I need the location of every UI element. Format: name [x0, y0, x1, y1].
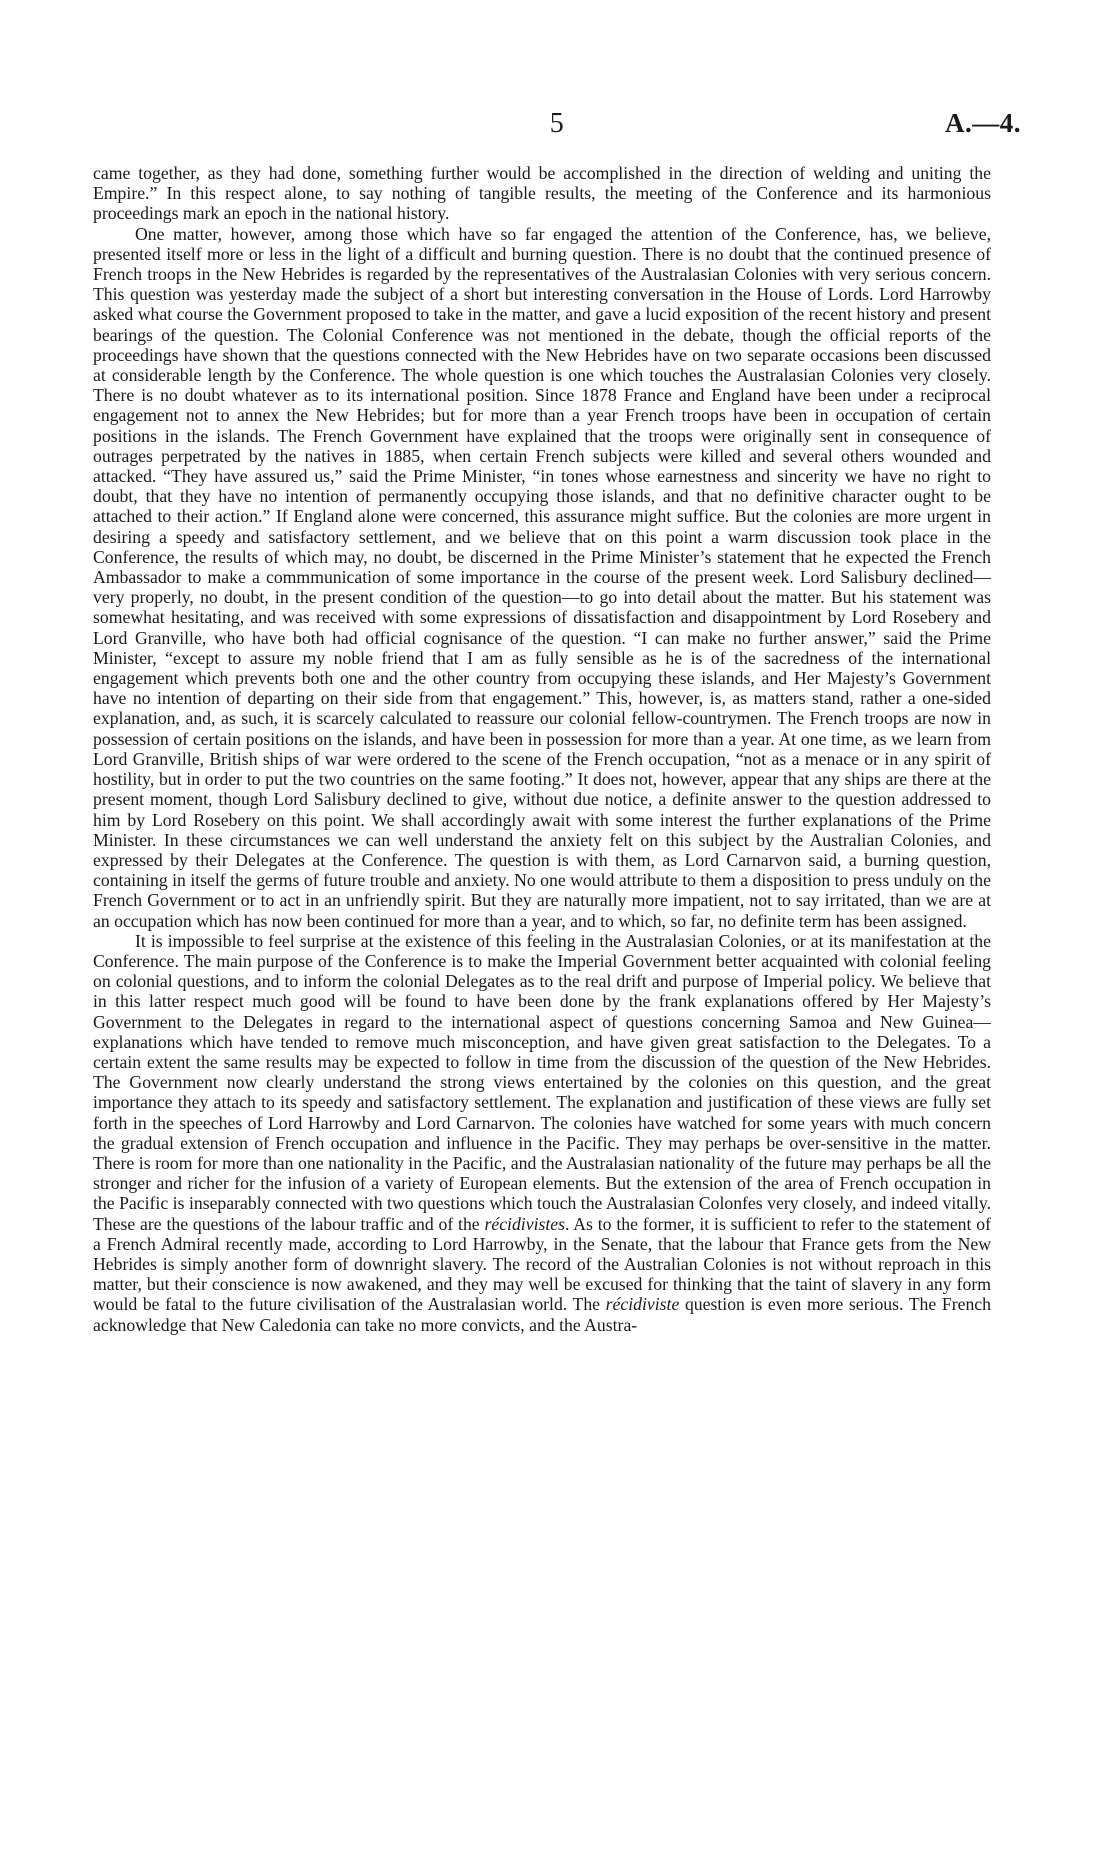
- italic-term: récidiviste: [605, 1294, 680, 1315]
- page-header: [93, 108, 1021, 148]
- italic-term: récidivistes: [484, 1213, 566, 1234]
- body-paragraph: [93, 163, 991, 224]
- paragraph-text: . As to the former, it is sufficient to refer to the statement of a French Admiral recently made, according to Lord Harrowby, in the Senate, that the labour that France gets from the New Hebrides is simply another form of downright slavery. The record of the Australian Colonies is not without reproach in this matter, but their conscience is now awakened, and they may well be excused for thinking that the taint of slavery in any form would be fatal to the future civilisation of the Australasian world. The: [93, 1213, 991, 1315]
- body-paragraph: [93, 224, 991, 931]
- page-number: 5: [549, 108, 565, 139]
- paragraph-text: One matter, however, among those which have so far engaged the attention of the Conference, has, we believe, presented itself more or less in the light of a difficult and burning question. There is no doubt that the continued presence of French troops in the New Hebrides is regarded by the representatives of the Australasian Colonies with very serious concern. This question was yesterday made the subject of a short but interesting conversation in the House of Lords. Lord Harrowby asked what course the Government proposed to take in the matter, and gave a lucid exposition of the recent history and present bearings of the question. The Colonial Conference was not mentioned in the debate, though the official reports of the proceedings have shown that the questions connected with the New Hebrides have on two separate occasions been discussed at considerable length by the Conference. The whole question is one which touches the Australasian Colonies very closely. There is no doubt whatever as to its international position. Since 1878 France and England have been under a reciprocal engagement not to annex the New Hebrides; but for more than a year French troops have been in occupation of certain positions in the islands. The French Government have explained that the troops were originally sent in consequence of outrages perpetrated by the natives in 1885, when certain French subjects were killed and several others wounded and attacked. “They have assured us,” said the Prime Minister, “in tones whose earnestness and sincerity we have no right to doubt, that they have no intention of permanently occupying those islands, and that no definitive character ought to be attached to their action.” If England alone were concerned, this assurance might suffice. But the colonies are more urgent in desiring a speedy and satisfactory settlement, and we believe that on this point a warm discussion took place in the Conference, the results of which may, no doubt, be discerned in the Prime Minister’s statement that he expected the French Ambassador to make a commmunication of some importance in the course of the present week. Lord Salisbury declined—very properly, no doubt, in the present condition of the question—to go into detail about the matter. But his statement was somewhat hesitating, and was received with some expressions of dissatisfaction and disappointment by Lord Rosebery and Lord Granville, who have both had official cognisance of the question. “I can make no further answer,” said the Prime Minister, “except to assure my noble friend that I am as fully sensible as he is of the sacredness of the international engagement which prevents both one and the other country from occupying these islands, and Her Majesty’s Government have no intention of departing on their side from that engagement.” This, however, is, as matters stand, rather a one-sided explanation, and, as such, it is scarcely calculated to reassure our colonial fellow-countrymen. The French troops are now in possession of certain positions on the islands, and have been in possession for more than a year. At one time, as we learn from Lord Granville, British ships of war were ordered to the scene of the French occupation, “not as a menace or in any spirit of hostility, but in order to put the two countries on the same footing.” It does not, however, appear that any ships are there at the present moment, though Lord Salisbury declined to give, without due notice, a definite answer to the question addressed to him by Lord Rosebery on this point. We shall accordingly await with some interest the further explanations of the Prime Minister. In these circumstances we can well understand the anxiety felt on this subject by the Australian Colonies, and expressed by their Delegates at the Conference. The question is with them, as Lord Carnarvon said, a burning question, containing in itself the germs of future trouble and anxiety. No one would attribute to them a disposition to press unduly on the French Government or to act in an unfriendly spirit. But they are naturally more impatient, not to say irritated, than we are at an occupation which has now been continued for more than a year, and to which, so far, no definite term has been assigned.: [93, 223, 991, 931]
- body-paragraph: [93, 931, 991, 1335]
- paragraph-text: It is impossible to feel surprise at the existence of this feeling in the Australasian Colonies, or at its manifestation at the Conference. The main purpose of the Conference is to make the Imperial Government better acquainted with colonial feeling on colonial questions, and to inform the colonial Delegates as to the real drift and purpose of Imperial policy. We believe that in this latter respect much good will be found to have been done by the frank explanations offered by Her Majesty’s Government to the Delegates in regard to the international aspect of questions concerning Samoa and New Guinea—explanations which have tended to remove much misconception, and have given great satisfaction to the Delegates. To a certain extent the same results may be expected to follow in time from the discussion of the question of the New Hebrides. The Government now clearly understand the strong views entertained by the colonies on this question, and the great importance they attach to its speedy and satisfactory settlement. The explanation and justification of these views are fully set forth in the speeches of Lord Harrowby and Lord Carnarvon. The colonies have watched for some years with much concern the gradual extension of French occupation and influence in the Pacific. They may perhaps be over-sensitive in the matter. There is room for more than one nationality in the Pacific, and the Australasian nationality of the future may perhaps be all the stronger and richer for the infusion of a variety of European elements. But the extension of the area of French occupation in the Pacific is inseparably connected with two questions which touch the Australasian Colonfes very closely, and indeed vitally. These are the questions of the labour traffic and of the: [93, 930, 991, 1234]
- paragraph-text: question is even more serious. The French acknowledge that New Caledonia can take no more convicts, and the Austra-: [93, 1294, 991, 1335]
- paragraph-text: came together, as they had done, something further would be accomplished in the direction of welding and uniting the Empire.” In this respect alone, to say nothing of tangible results, the meeting of the Conference and its harmonious proceedings mark an epoch in the national history.: [93, 163, 991, 224]
- document-reference: A.—4.: [945, 108, 1021, 138]
- article-body: [93, 163, 991, 1335]
